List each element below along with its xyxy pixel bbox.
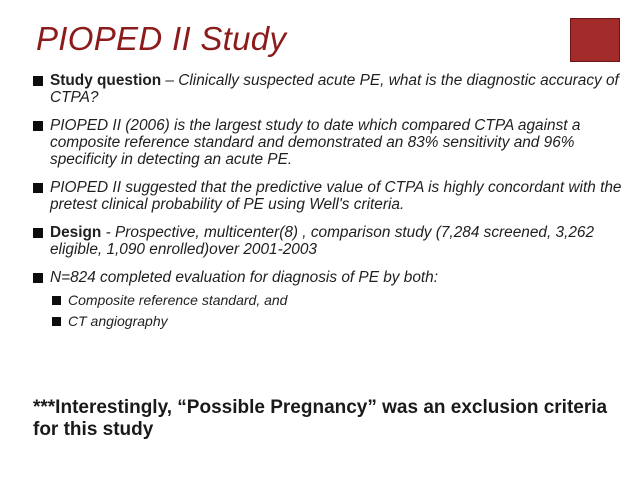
square-bullet-icon: [52, 317, 61, 326]
bullet-item: [33, 224, 623, 258]
bullet-item: [33, 179, 623, 213]
square-bullet-icon: [33, 228, 43, 238]
bullet-list: [33, 72, 623, 329]
bullet-text: PIOPED II (2006) is the largest study to date which compared CTPA against a composite reference standard and demonstrated an 83% sensitivity and 96% specificity in detecting an acute PE.: [50, 117, 581, 168]
bullet-item: [33, 269, 623, 286]
square-bullet-icon: [33, 121, 43, 131]
square-bullet-icon: [52, 296, 61, 305]
closing-note: ***Interestingly, “Possible Pregnancy” was an exclusion criteria for this study: [33, 397, 608, 440]
bullet-text: – Clinically suspected acute PE, what is the diagnostic accuracy of CTPA?: [50, 72, 619, 106]
sub-bullet-text: Composite reference standard, and: [68, 292, 288, 308]
bullet-strong: Design: [50, 224, 102, 241]
square-bullet-icon: [33, 76, 43, 86]
slide-title: PIOPED II Study: [36, 20, 287, 57]
sub-bullet-item: [33, 313, 623, 329]
bullet-item: [33, 117, 623, 168]
sub-bullet-item: [33, 292, 623, 308]
sub-bullet-text: CT angiography: [68, 313, 168, 329]
square-bullet-icon: [33, 273, 43, 283]
bullet-text: PIOPED II suggested that the predictive value of CTPA is highly concordant with the pretest clinical probability of PE using Well's criteria.: [50, 179, 622, 213]
bullet-item: [33, 72, 623, 106]
bullet-strong: Study question: [50, 72, 162, 89]
accent-box: [570, 18, 620, 62]
bullet-text: - Prospective, multicenter(8) , comparison study (7,284 screened, 3,262 eligible, 1,090 enrolled)over 2001-2003: [50, 224, 595, 258]
bullet-text: N=824 completed evaluation for diagnosis of PE by both:: [50, 269, 439, 286]
square-bullet-icon: [33, 183, 43, 193]
